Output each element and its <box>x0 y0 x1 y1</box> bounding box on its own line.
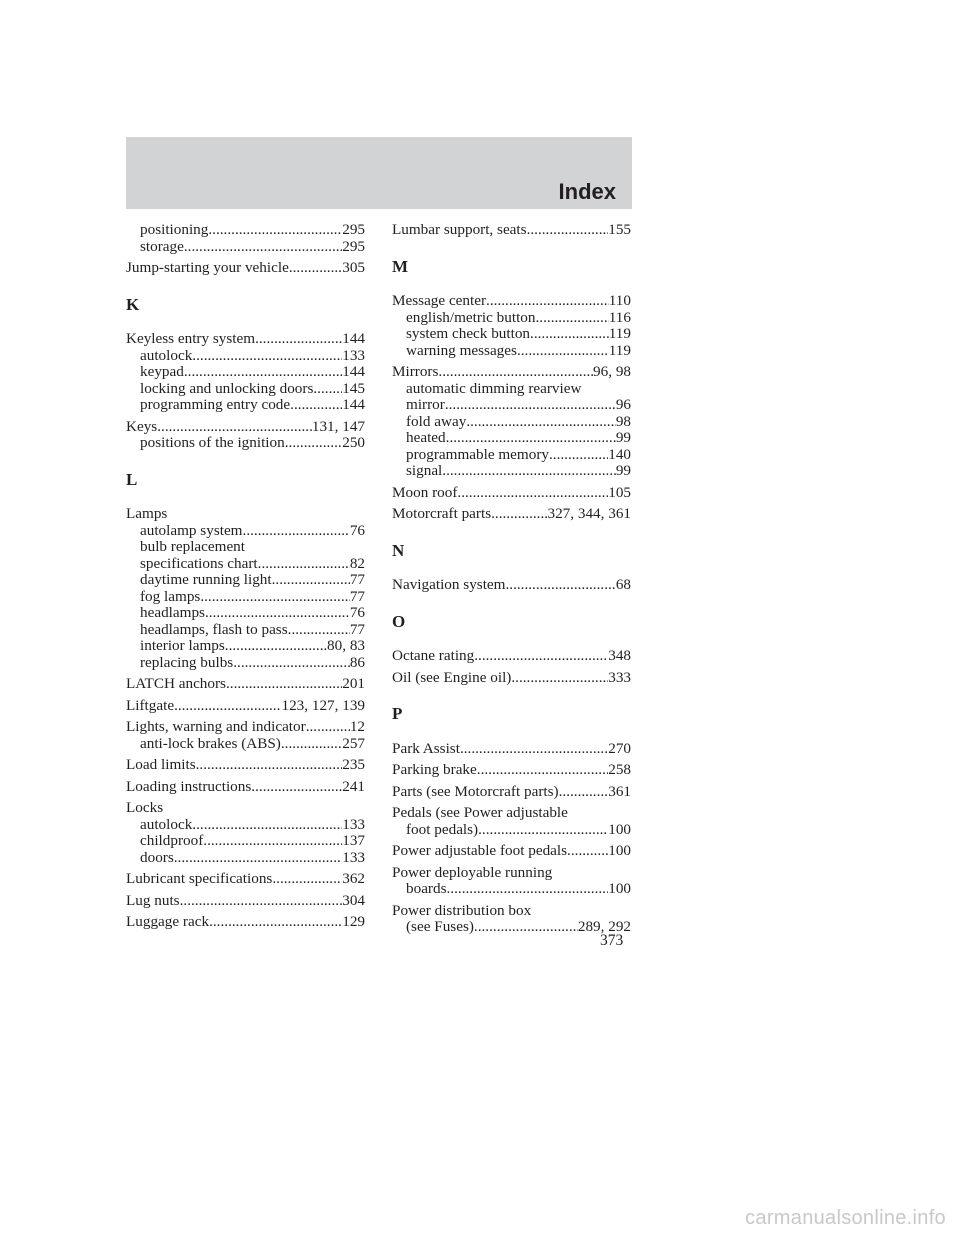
index-page-ref: 201 <box>342 675 365 692</box>
index-page-ref: 137 <box>342 832 365 849</box>
index-entry <box>392 784 631 801</box>
dot-leader <box>567 843 608 860</box>
index-entry-line: automatic dimming rearview <box>406 379 582 397</box>
index-term: anti-lock brakes (ABS) <box>140 734 281 752</box>
dot-leader <box>290 397 342 414</box>
index-subentry <box>126 348 365 365</box>
index-page-ref: 133 <box>342 346 365 364</box>
index-entry <box>126 331 365 348</box>
index-entry <box>392 670 631 687</box>
index-entry-line: Lamps <box>126 505 168 522</box>
index-subentry <box>126 638 365 655</box>
index-page-ref: 145 <box>342 379 365 397</box>
dot-leader <box>474 919 578 936</box>
index-entry <box>126 871 365 888</box>
index-term: Park Assist <box>392 739 460 757</box>
dot-leader <box>225 638 327 655</box>
index-page-ref: 100 <box>608 820 631 838</box>
index-page-ref: 12 <box>349 718 365 735</box>
index-term: replacing bulbs <box>140 653 234 671</box>
index-term: positions of the ignition <box>140 434 285 451</box>
dot-leader <box>511 670 608 687</box>
index-page-ref: 348 <box>608 647 631 664</box>
dot-leader <box>272 572 350 589</box>
index-page-ref: 270 <box>608 739 631 757</box>
index-entry <box>126 779 365 796</box>
dot-leader <box>288 622 350 639</box>
index-page-ref: 133 <box>342 848 365 866</box>
index-subentry <box>126 736 365 753</box>
index-term: mirror <box>406 396 445 413</box>
index-subentry <box>126 817 365 834</box>
index-page-ref: 99 <box>615 462 631 479</box>
index-page-ref: 361 <box>608 782 631 800</box>
index-entry <box>392 843 631 860</box>
index-page-ref: 241 <box>342 777 365 795</box>
index-entry <box>126 419 365 436</box>
index-page-ref: 100 <box>608 880 631 897</box>
index-entry-line: Power deployable running <box>392 863 553 881</box>
index-subentry <box>392 343 631 360</box>
index-subentry <box>392 310 631 327</box>
dot-leader <box>445 397 616 414</box>
dot-leader <box>477 762 608 779</box>
dot-leader <box>196 757 343 774</box>
index-page-ref: 68 <box>615 576 631 593</box>
index-term: interior lamps <box>140 637 225 654</box>
index-entry-line: bulb replacement <box>140 538 245 555</box>
dot-leader <box>446 430 616 447</box>
index-term: Power adjustable foot pedals <box>392 842 568 859</box>
index-page-ref: 86 <box>349 653 365 671</box>
index-term: storage <box>140 237 184 255</box>
index-subentry <box>392 463 631 480</box>
dot-leader <box>208 222 342 239</box>
dot-leader <box>203 833 342 850</box>
dot-leader <box>478 822 608 839</box>
dot-leader <box>438 364 593 381</box>
index-term: autolock <box>140 346 193 364</box>
index-entry <box>126 719 365 736</box>
index-page-ref: 295 <box>342 221 365 238</box>
index-page-ref: 99 <box>615 429 631 446</box>
index-term: autolock <box>140 815 193 833</box>
index-term: Octane rating <box>392 647 475 664</box>
index-subentry <box>126 381 365 398</box>
index-entry <box>392 506 631 523</box>
index-entry <box>392 762 631 779</box>
index-entry <box>392 222 631 239</box>
index-column-left <box>126 222 365 931</box>
index-page-ref: 129 <box>342 913 365 930</box>
dot-leader <box>157 419 312 436</box>
index-page-ref: 131, 147 <box>311 417 365 435</box>
dot-leader <box>559 784 609 801</box>
dot-leader <box>285 435 343 452</box>
dot-leader <box>251 779 342 796</box>
index-term: keypad <box>140 363 184 380</box>
index-term: headlamps, flash to pass <box>140 620 288 638</box>
index-subentry <box>392 414 631 431</box>
index-term: Lubricant specifications <box>126 870 273 887</box>
index-term: Lights, warning and indicator <box>126 718 306 735</box>
index-page-ref: 258 <box>608 761 631 778</box>
index-term: Oil (see Engine oil) <box>392 668 512 686</box>
index-term: signal <box>406 462 443 479</box>
watermark: carmanualsonline.info <box>745 1207 946 1229</box>
index-entry <box>126 757 365 774</box>
index-term: positioning <box>140 221 209 238</box>
section-title: Index <box>558 179 616 204</box>
index-term: Message center <box>392 292 487 309</box>
index-term: Jump-starting your vehicle <box>126 259 289 276</box>
index-term: Moon roof <box>392 483 458 501</box>
index-term: headlamps <box>140 604 205 621</box>
index-page-ref: 123, 127, 139 <box>281 696 365 714</box>
dot-leader <box>474 648 608 665</box>
index-term: Parking brake <box>392 761 477 778</box>
dot-leader <box>536 310 609 327</box>
index-term: heated <box>406 429 446 446</box>
index-entry-line: Power distribution box <box>392 901 532 919</box>
index-letter-heading: K <box>126 294 140 314</box>
index-page-ref: 257 <box>342 734 365 752</box>
dot-leader <box>174 698 281 715</box>
dot-leader <box>281 736 342 753</box>
index-page-ref: 96, 98 <box>593 363 631 380</box>
index-page-ref: 235 <box>342 756 365 773</box>
index-term: autolamp system <box>140 521 243 539</box>
index-subentry <box>392 447 631 464</box>
dot-leader <box>180 893 343 910</box>
index-term: boards <box>406 880 447 897</box>
index-page-ref: 119 <box>608 341 631 359</box>
dot-leader <box>205 605 350 622</box>
index-subentry <box>126 556 365 573</box>
index-page-ref: 144 <box>342 396 365 413</box>
dot-leader <box>505 577 615 594</box>
index-subentry <box>126 222 365 239</box>
dot-leader <box>226 676 342 693</box>
dot-leader <box>192 817 342 834</box>
index-letter-heading: M <box>392 256 409 276</box>
index-subentry <box>126 605 365 622</box>
dot-leader <box>184 239 342 256</box>
dot-leader <box>313 381 342 398</box>
dot-leader <box>486 293 609 310</box>
index-page-ref: 100 <box>608 842 631 859</box>
index-term: Load limits <box>126 756 196 773</box>
index-term: Keyless entry system <box>126 330 256 347</box>
dot-leader <box>517 343 609 360</box>
index-entry-line: Locks <box>126 799 164 816</box>
index-page-ref: 133 <box>342 815 365 833</box>
index-term: Lug nuts <box>126 891 180 909</box>
index-page-ref: 77 <box>349 571 365 588</box>
index-entry <box>126 893 365 910</box>
index-term: fog lamps <box>140 587 201 605</box>
index-subentry <box>126 364 365 381</box>
index-page-ref: 110 <box>608 292 631 309</box>
index-page-ref: 250 <box>342 434 365 451</box>
index-page-ref: 80, 83 <box>327 637 365 654</box>
index-page-ref: 144 <box>342 363 365 380</box>
index-letter-heading: O <box>392 611 406 631</box>
dot-leader <box>233 655 350 672</box>
index-subentry <box>126 572 365 589</box>
index-letter-heading: N <box>392 540 405 560</box>
dot-leader <box>255 331 342 348</box>
index-term: Motorcraft parts <box>392 505 492 522</box>
page-number: 373 <box>600 932 624 949</box>
index-column-right <box>392 222 631 936</box>
index-term: english/metric button <box>406 308 536 326</box>
index-term: Keys <box>126 417 158 435</box>
index-term: Luggage rack <box>126 913 210 930</box>
dot-leader <box>549 447 608 464</box>
index-term: fold away <box>406 412 467 430</box>
dot-leader <box>258 556 350 573</box>
dot-leader <box>442 463 616 480</box>
dot-leader <box>466 414 616 431</box>
index-entry <box>126 260 365 277</box>
index-term: Parts (see Motorcraft parts) <box>392 782 559 800</box>
index-term: system check button <box>406 325 531 342</box>
index-subentry <box>392 919 631 936</box>
index-subentry <box>126 589 365 606</box>
index-letter-heading: L <box>126 469 138 489</box>
index-term: programming entry code <box>140 396 291 413</box>
index-page-ref: 77 <box>349 587 365 605</box>
dot-leader <box>491 506 547 523</box>
index-term: childproof <box>140 832 204 849</box>
index-page-ref: 116 <box>608 308 631 326</box>
index-entry <box>126 914 365 931</box>
dot-leader <box>192 348 342 365</box>
index-term: Navigation system <box>392 576 506 593</box>
index-term: Lumbar support, seats <box>392 221 527 238</box>
index-subentry <box>126 850 365 867</box>
index-page-ref: 76 <box>349 521 365 539</box>
index-subentry <box>126 655 365 672</box>
index-entry <box>392 741 631 758</box>
dot-leader <box>306 719 350 736</box>
index-page-ref: 155 <box>608 221 631 238</box>
index-term: locking and unlocking doors <box>140 379 314 397</box>
index-term: foot pedals) <box>406 820 479 838</box>
index-entry <box>392 485 631 502</box>
index-page-ref: 362 <box>342 870 365 887</box>
index-term: Mirrors <box>392 363 439 380</box>
index-term: doors <box>140 848 174 866</box>
index-term: LATCH anchors <box>126 675 226 692</box>
index-page-ref: 76 <box>349 604 365 621</box>
index-subentry <box>126 833 365 850</box>
index-entry <box>392 648 631 665</box>
index-page-ref: 96 <box>615 396 631 413</box>
index-entry <box>126 698 365 715</box>
index-term: warning messages <box>406 341 517 359</box>
dot-leader <box>209 914 342 931</box>
index-term: (see Fuses) <box>406 918 474 935</box>
index-entry <box>392 293 631 310</box>
index-term: Liftgate <box>126 696 175 714</box>
dot-leader <box>174 850 342 867</box>
index-page-ref: 327, 344, 361 <box>547 505 631 522</box>
dot-leader <box>460 741 608 758</box>
index-subentry <box>392 822 631 839</box>
dot-leader <box>200 589 349 606</box>
index-page-ref: 333 <box>608 668 631 686</box>
dot-leader <box>447 881 609 898</box>
index-subentry <box>126 239 365 256</box>
index-subentry <box>392 881 631 898</box>
index-term: Loading instructions <box>126 777 252 795</box>
index-subentry <box>392 430 631 447</box>
index-page-ref: 289, 292 <box>577 918 631 935</box>
index-page-ref: 98 <box>615 412 631 430</box>
index-subentry <box>392 397 631 414</box>
dot-leader <box>457 485 608 502</box>
index-term: daytime running light <box>140 571 272 588</box>
index-page-ref: 140 <box>608 445 631 463</box>
index-entry <box>392 364 631 381</box>
index-subentry <box>126 622 365 639</box>
index-entry <box>392 577 631 594</box>
section-header-band <box>126 137 632 209</box>
index-letter-heading: P <box>392 704 403 723</box>
index-page-ref: 295 <box>342 237 365 255</box>
index-subentry <box>126 435 365 452</box>
index-entry-line: Pedals (see Power adjustable <box>392 804 568 821</box>
index-page-ref: 82 <box>349 554 365 572</box>
dot-leader <box>243 523 350 540</box>
index-page-ref: 105 <box>608 483 631 501</box>
index-page-ref: 77 <box>349 620 365 638</box>
index-page-ref: 305 <box>342 259 365 276</box>
dot-leader <box>289 260 342 277</box>
index-subentry <box>126 397 365 414</box>
dot-leader <box>527 222 609 239</box>
dot-leader <box>184 364 342 381</box>
dot-leader <box>530 326 609 343</box>
index-term: specifications chart <box>140 554 258 572</box>
index-page-ref: 304 <box>342 891 365 909</box>
dot-leader <box>272 871 342 888</box>
index-subentry <box>392 326 631 343</box>
index-entry <box>126 676 365 693</box>
index-subentry <box>126 523 365 540</box>
index-page-ref: 119 <box>608 325 631 342</box>
index-term: programmable memory <box>406 445 549 463</box>
index-page-ref: 144 <box>342 330 365 347</box>
